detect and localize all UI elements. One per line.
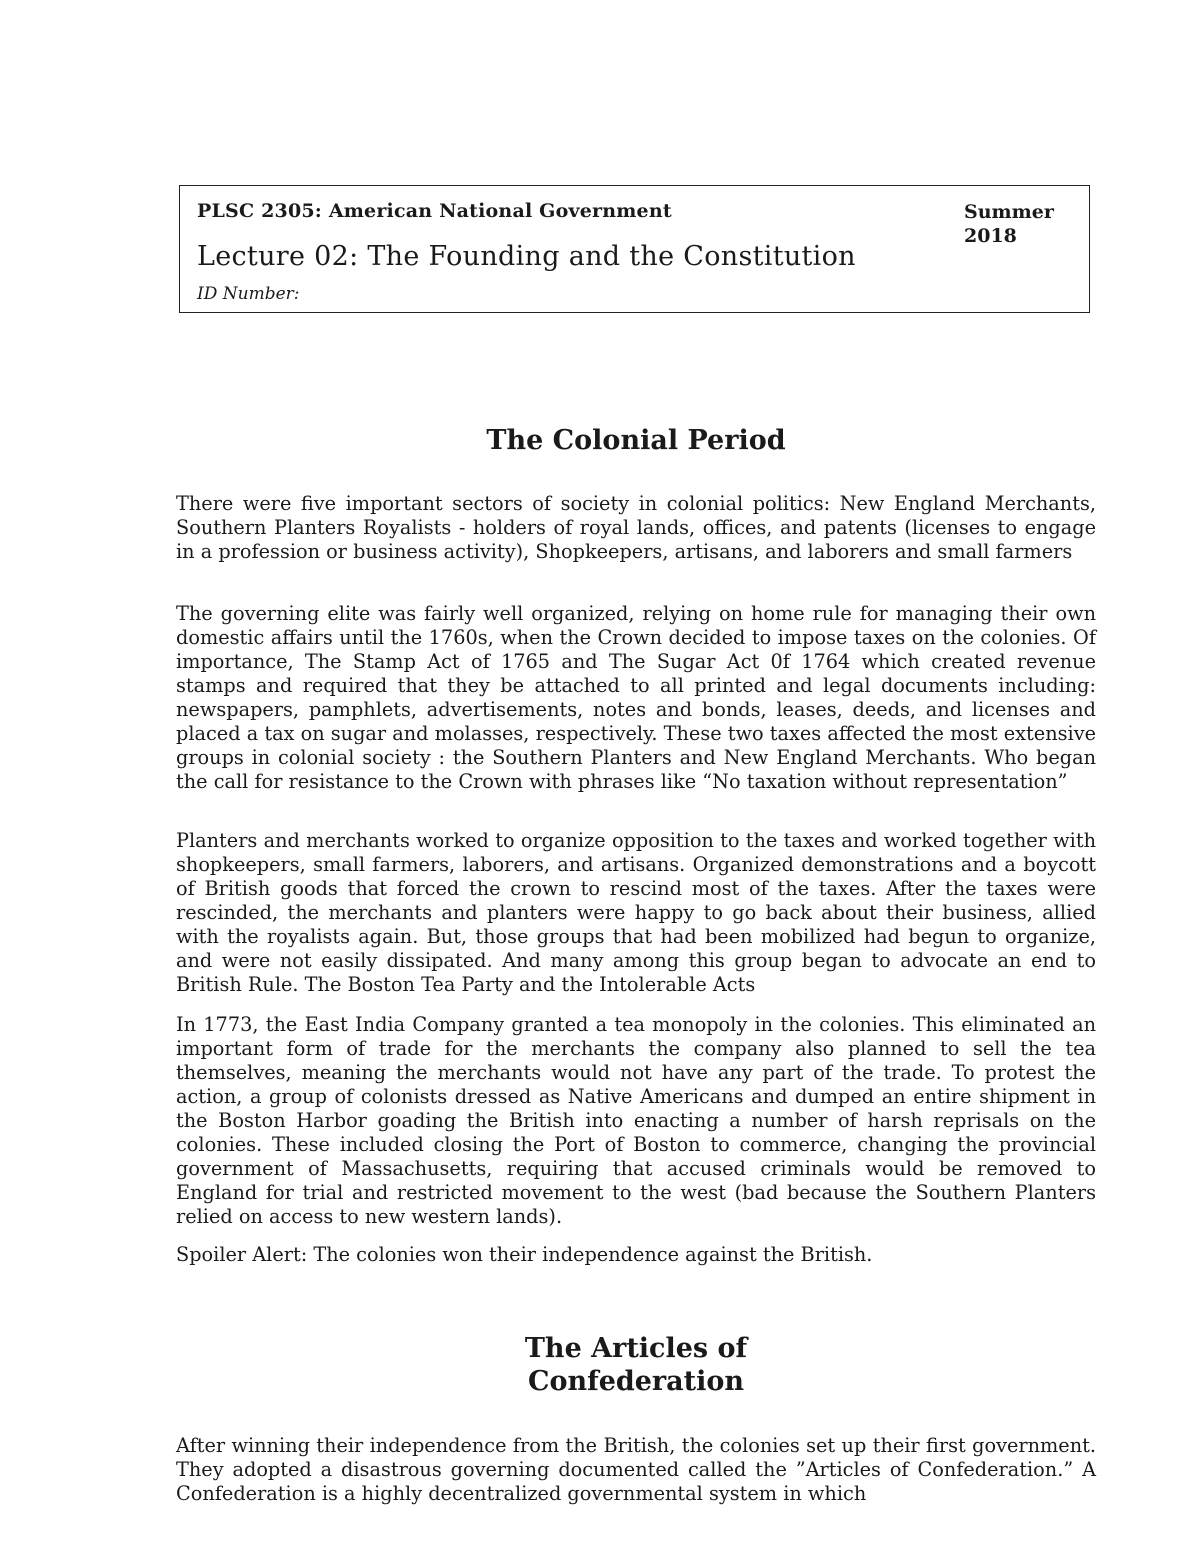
lecture-header-box (179, 185, 1090, 313)
paragraph-articles-intro: After winning their independence from the British, the colonies set up their first government. They adopted a disastrous governing documented called the ”Articles of Confederation.” A Confederation is a highly decentralized governmental system in which (176, 1434, 1096, 1505)
lecture-title: Lecture 02: The Founding and the Constitution (197, 241, 856, 272)
id-number-label: ID Number: (197, 284, 300, 304)
term-label: Summer 2018 (964, 201, 1054, 247)
course-title: PLSC 2305: American National Government (197, 200, 672, 222)
paragraph-planters-merchants: Planters and merchants worked to organize opposition to the taxes and worked together with shopkeepers, small farmers, laborers, and artisans. Organized demonstrations and a boycott of British goods that forced the crown to rescind most of the taxes. After the taxes were rescinded, the merchants and planters were happy to go back about their business, allied with the royalists again. But, those groups that had been mobilized had begun to organize, and were not easily dissipated. And many among this group began to advocate an end to British Rule. The Boston Tea Party and the Intolerable Acts (176, 829, 1096, 996)
paragraph-east-india-company: In 1773, the East India Company granted a tea monopoly in the colonies. This eliminated an important form of trade for the merchants the company also planned to sell the tea themselves, meaning the merchants would not have any part of the trade. To protest the action, a group of colonists dressed as Native Americans and dumped an entire shipment in the Boston Harbor goading the British into enacting a number of harsh reprisals on the colonies. These included closing the Port of Boston to commerce, changing the provincial government of Massachusetts, requiring that accused criminals would be removed to England for trial and restricted movement to the west (bad because the Southern Planters relied on access to new western lands). (176, 1013, 1096, 1228)
paragraph-sectors: There were five important sectors of society in colonial politics: New England Merchants, Southern Planters Royalists - holders of royal lands, offices, and patents (licenses to engage in a profession or business activity), Shopkeepers, artisans, and laborers and small farmers (176, 492, 1096, 563)
section-heading-articles-line1: The Articles of (524, 1333, 748, 1364)
section-heading-colonial-period: The Colonial Period (486, 425, 786, 456)
paragraph-governing-elite: The governing elite was fairly well organized, relying on home rule for managing their own domestic affairs until the 1760s, when the Crown decided to impose taxes on the colonies. Of importance, The Stamp Act of 1765 and The Sugar Act 0f 1764 which created revenue stamps and required that they be attached to all printed and legal documents including: newspapers, pamphlets, advertisements, notes and bonds, leases, deeds, and licenses and placed a tax on sugar and molasses, respectively. These two taxes affected the most extensive groups in colonial society : the Southern Planters and New England Merchants. Who began the call for resistance to the Crown with phrases like “No taxation without representation” (176, 602, 1096, 793)
paragraph-spoiler-alert: Spoiler Alert: The colonies won their independence against the British. (176, 1243, 873, 1266)
section-heading-articles-line2: Confederation (527, 1366, 745, 1397)
